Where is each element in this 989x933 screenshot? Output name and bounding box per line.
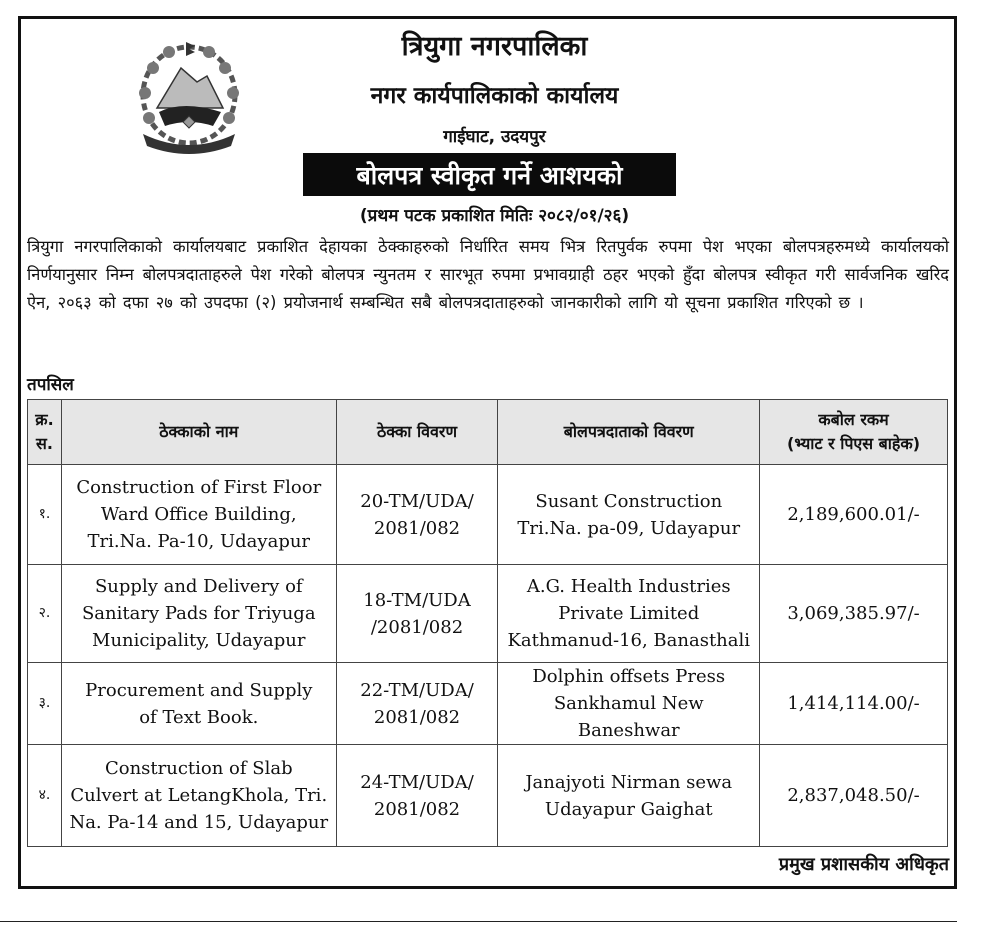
- row-contract-code: [336, 565, 498, 663]
- table-row: [28, 465, 948, 565]
- row-sn: ४.: [28, 745, 62, 847]
- row-amount: 1,414,114.00/-: [760, 663, 948, 745]
- contracts-table: [27, 399, 948, 847]
- name-line: Culvert at LetangKhola, Tri.: [70, 785, 328, 806]
- row-bidder: [498, 745, 760, 847]
- row-contract-code: [336, 745, 498, 847]
- name-line: Procurement and Supply: [85, 679, 313, 701]
- header-sn: [28, 400, 62, 465]
- row-contract-code: [336, 465, 498, 565]
- row-contract-code: [336, 663, 498, 745]
- row-contract-name: [61, 565, 336, 663]
- code-line: /2081/082: [370, 616, 464, 638]
- name-line: Tri.Na. Pa-10, Udayapur: [87, 531, 311, 552]
- header-amount-line1: कबोल रकम: [818, 410, 889, 429]
- row-sn: ३.: [28, 663, 62, 745]
- header-amount: [760, 400, 948, 465]
- municipality-title: त्रियुगा नगरपालिका: [401, 31, 588, 62]
- name-line: Supply and Delivery of: [94, 576, 303, 597]
- name-line: Construction of First Floor: [76, 477, 322, 498]
- header-contract-name: ठेक्काको नाम: [61, 400, 336, 465]
- bottom-divider: [0, 921, 957, 922]
- name-line: Construction of Slab: [104, 758, 293, 779]
- code-line: 2081/082: [373, 706, 461, 728]
- signatory-title: प्रमुख प्रशासकीय अधिकृत: [778, 854, 949, 875]
- name-line: of Text Book.: [139, 706, 259, 728]
- row-sn: २.: [28, 565, 62, 663]
- row-amount: 2,837,048.50/-: [760, 745, 948, 847]
- row-contract-name: [61, 663, 336, 745]
- code-line: 22-TM/UDA/: [360, 679, 474, 701]
- code-line: 24-TM/UDA/: [360, 771, 474, 793]
- bidder-line: Udayapur Gaighat: [544, 798, 713, 820]
- row-contract-name: [61, 745, 336, 847]
- bidder-line: Sankhamul New Baneshwar: [553, 693, 704, 741]
- details-label: तपसिल: [27, 375, 74, 395]
- table-row: [28, 663, 948, 745]
- header-contract-details: ठेक्का विवरण: [336, 400, 498, 465]
- name-line: Sanitary Pads for Triyuga: [81, 603, 316, 624]
- bidder-line: Dolphin offsets Press: [532, 666, 726, 687]
- row-bidder: [498, 465, 760, 565]
- table-row: [28, 745, 948, 847]
- row-bidder: [498, 663, 760, 745]
- bidder-line: Tri.Na. pa-09, Udayapur: [517, 517, 741, 539]
- bidder-line: Private Limited: [558, 603, 700, 624]
- notice-banner: [303, 153, 676, 196]
- row-amount: 2,189,600.01/-: [760, 465, 948, 565]
- row-bidder: [498, 565, 760, 663]
- bidder-line: A.G. Health Industries: [526, 576, 731, 597]
- row-amount: 3,069,385.97/-: [760, 565, 948, 663]
- name-line: Ward Office Building,: [100, 504, 297, 525]
- banner-title: बोलपत्र स्वीकृत गर्ने आशयको: [356, 160, 623, 190]
- header-sn-line2: स.: [36, 434, 53, 453]
- publish-date: (प्रथम पटक प्रकाशित मितिः २०८२/०१/२६): [359, 206, 630, 226]
- header-amount-line2: (भ्याट र पिएस बाहेक): [787, 434, 921, 453]
- row-sn: १.: [28, 465, 62, 565]
- table-row: [28, 565, 948, 663]
- code-line: 20-TM/UDA/: [360, 490, 474, 512]
- header-bidder-details: बोलपत्रदाताको विवरण: [498, 400, 760, 465]
- name-line: Municipality, Udayapur: [92, 630, 306, 651]
- bidder-line: Susant Construction: [535, 490, 723, 512]
- code-line: 2081/082: [373, 798, 461, 820]
- notice-paragraph: त्रियुगा नगरपालिकाको कार्यालयबाट प्रकाशित देहायका ठेक्काहरुको निर्धारित समय भित्र रितपुर्वक रुपमा पेश भएका बोलपत्रहरुमध्ये कार्यालयको निर्णयानुसार निम्न बोलपत्रदाताहरुले पेश गरेको बोलपत्र न्युनतम र सारभूत रुपमा प्रभावग्राही ठहर भएको हुँदा बोलपत्र स्वीकृत गरी सार्वजनिक खरिद ऐन, २०६३ को दफा २७ को उपदफा (२) प्रयोजनार्थ सम्बन्धित सबै बोलपत्रदाताहरुको जानकारीको लागि यो सूचना प्रकाशित गरिएको छ ।: [27, 237, 949, 312]
- code-line: 2081/082: [373, 517, 461, 539]
- row-contract-name: [61, 465, 336, 565]
- header-sn-line1: क्र.: [35, 410, 54, 429]
- office-title: नगर कार्यपालिकाको कार्यालय: [370, 83, 619, 109]
- table-header-row: [28, 400, 948, 465]
- bidder-line: Kathmanud-16, Banasthali: [507, 630, 751, 651]
- bidder-line: Janajyoti Nirman sewa: [525, 771, 733, 793]
- code-line: 18-TM/UDA: [363, 589, 471, 611]
- name-line: Na. Pa-14 and 15, Udayapur: [69, 812, 329, 833]
- office-location: गाईघाट, उदयपुर: [443, 127, 546, 147]
